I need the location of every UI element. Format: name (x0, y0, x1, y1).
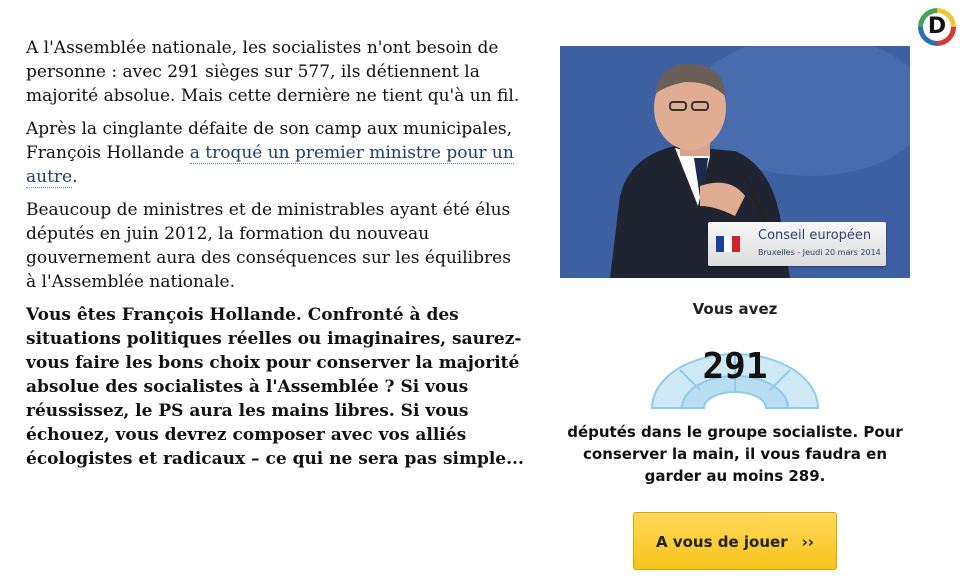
score-description: députés dans le groupe socialiste. Pour conserver la main, il vous faudra en garder au moins 289. (567, 423, 903, 485)
article-text (26, 36, 526, 480)
placard-title: Conseil européen (758, 228, 872, 243)
paragraph-challenge: Vous êtes François Hollande. Confronté à des situations politiques réelles ou imaginaires, saurez-vous faire les bons choix pour conserver la majorité absolue des socialistes à l'Assemblée ? Si vous réussissez, le PS aura les mains libres. Si vous échouez, vous devrez composer avec vos alliés écologistes et radicaux – ce qui ne sera pas simple... (26, 305, 524, 469)
french-flag-icon (716, 236, 740, 252)
play-button[interactable] (633, 512, 837, 570)
premier-ministre-link[interactable]: a troqué un premier ministre pour un autre (26, 143, 514, 187)
paragraph-intro: A l'Assemblée nationale, les socialistes n'ont besoin de personne : avec 291 sièges sur 577, ils détiennent la majorité absolue. Mais cette dernière ne tient qu'à un fil. (26, 38, 520, 106)
double-chevron-right-icon: ›› (801, 533, 814, 551)
play-button-label: A vous de jouer (656, 533, 788, 551)
hollande-photo (560, 46, 910, 278)
paragraph-defeat-text: Après la cinglante défaite de son camp aux municipales, François Hollande (26, 119, 513, 163)
paragraph-consequences: Beaucoup de ministres et de ministrables ayant été élus députés en juin 2012, la formation du nouveau gouvernement aura des conséquences sur les équilibres à l'Assemblée nationale. (26, 200, 511, 292)
score-label: Vous avez (692, 300, 778, 318)
paragraph-defeat-end: . (72, 167, 78, 187)
deputes-count: 291 (702, 346, 768, 387)
logo-letter: D (923, 13, 951, 41)
paragraph-defeat (26, 117, 526, 189)
placard (708, 222, 886, 266)
placard-subtitle: Bruxelles - Jeudi 20 mars 2014 (758, 248, 881, 257)
site-logo (918, 8, 956, 46)
